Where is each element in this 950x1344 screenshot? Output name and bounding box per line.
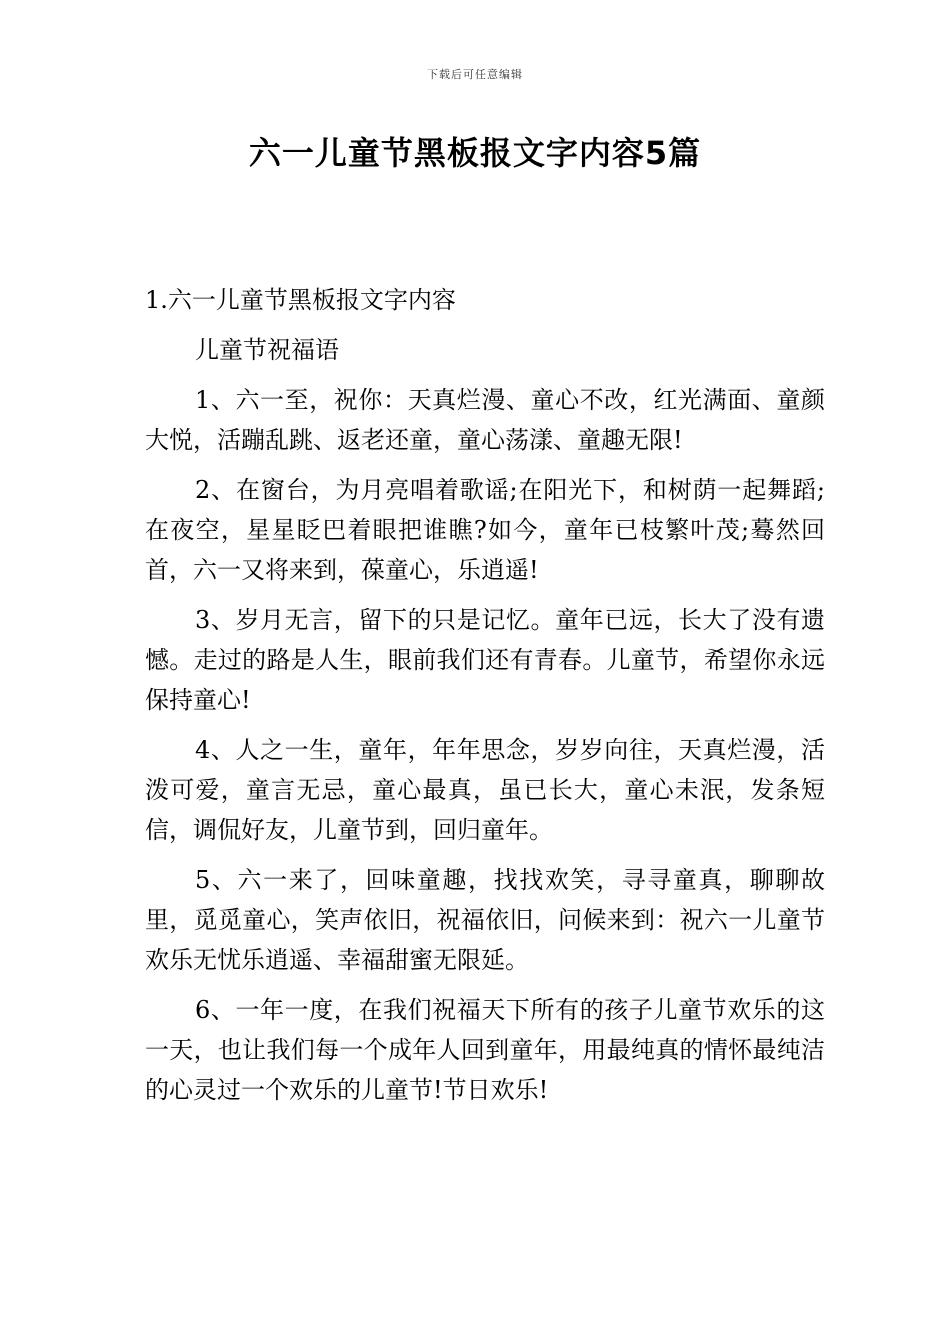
section-heading: 1.六一儿童节黑板报文字内容: [145, 286, 456, 314]
paragraph-2: 2、在窗台，为月亮唱着歌谣;在阳光下，和树荫一起舞蹈;在夜空，星星眨巴着眼把谁瞧?如今，童年已枝繁叶茂;蓦然回首，六一又将来到，葆童心，乐逍遥!: [145, 476, 825, 584]
document-body: [145, 280, 825, 1120]
paragraph-5: 5、六一来了，回味童趣，找找欢笑，寻寻童真，聊聊故里，觅觅童心，笑声依旧，祝福依旧，问候来到：祝六一儿童节欢乐无忧乐逍遥、幸福甜蜜无限延。: [145, 866, 825, 974]
sub-heading: 儿童节祝福语: [195, 336, 339, 364]
paragraph-3: 3、岁月无言，留下的只是记忆。童年已远，长大了没有遗憾。走过的路是人生，眼前我们还有青春。儿童节，希望你永远保持童心!: [145, 606, 825, 714]
page-title: 六一儿童节黑板报文字内容5篇: [248, 134, 702, 172]
paragraph-6: 6、一年一度，在我们祝福天下所有的孩子儿童节欢乐的这一天，也让我们每一个成年人回到童年，用最纯真的情怀最纯洁的心灵过一个欢乐的儿童节!节日欢乐!: [145, 996, 825, 1104]
header-note: 下载后可任意编辑: [427, 68, 523, 81]
paragraph-4: 4、人之一生，童年，年年思念，岁岁向往，天真烂漫，活泼可爱，童言无忌，童心最真，虽已长大，童心未泯，发条短信，调侃好友，儿童节到，回归童年。: [145, 736, 825, 844]
paragraph-1: 1、六一至，祝你：天真烂漫、童心不改，红光满面、童颜大悦，活蹦乱跳、返老还童，童心荡漾、童趣无限!: [145, 386, 825, 454]
